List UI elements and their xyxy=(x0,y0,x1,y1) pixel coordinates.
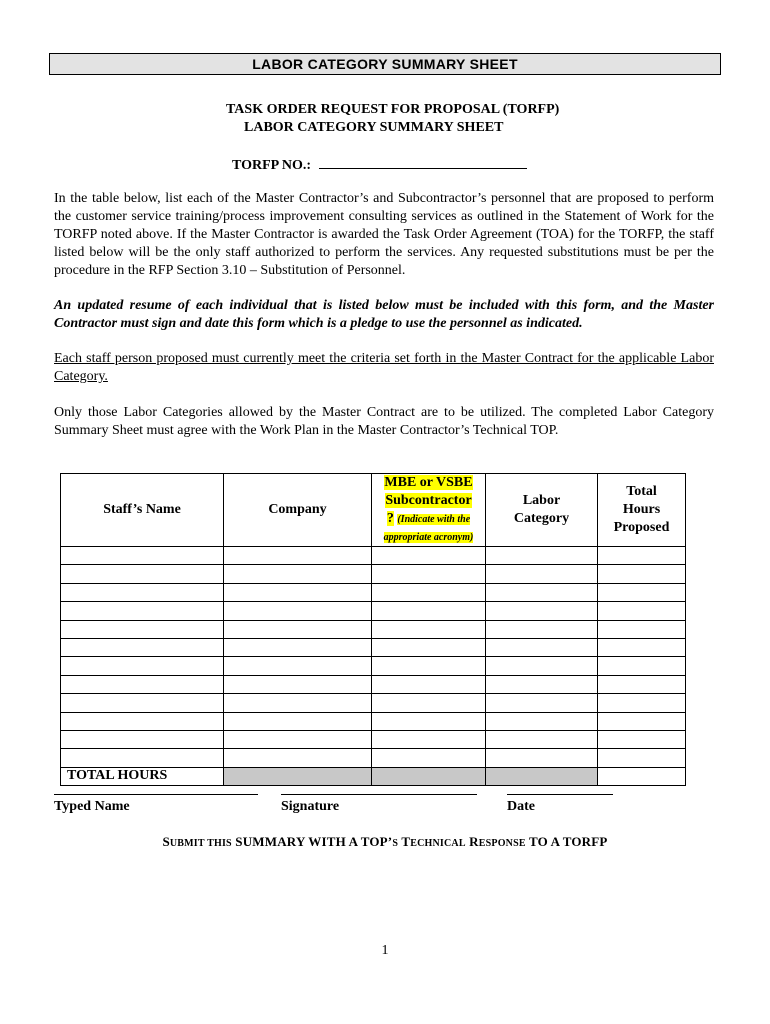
table-cell[interactable] xyxy=(486,675,598,693)
labor-header-line2: Category xyxy=(513,511,570,526)
torfp-label: TORFP NO.: xyxy=(232,158,312,173)
table-cell[interactable] xyxy=(486,694,598,712)
hours-header-line2: Hours xyxy=(622,502,661,517)
total-hours-label: TOTAL HOURS xyxy=(61,767,224,785)
submit-part: S xyxy=(162,834,170,849)
table-cell[interactable] xyxy=(224,602,372,620)
table-cell[interactable] xyxy=(61,547,224,565)
table-cell[interactable] xyxy=(61,657,224,675)
table-row xyxy=(61,583,686,601)
table-row xyxy=(61,565,686,583)
resume-requirement-paragraph: An updated resume of each individual that is listed below must be included with this form, and the Master Contractor must sign and date this form which is a pledge to use the personnel as indicated. xyxy=(54,298,714,331)
table-cell[interactable] xyxy=(372,730,486,748)
mbe-header-note: (Indicate with the appropriate acronym) xyxy=(383,514,474,543)
table-cell[interactable] xyxy=(486,565,598,583)
title-line-1: TASK ORDER REQUEST FOR PROPOSAL (TORFP) xyxy=(226,102,560,117)
table-cell[interactable] xyxy=(224,620,372,638)
col-header-labor-category xyxy=(486,474,598,547)
page-number: 1 xyxy=(381,943,389,958)
submit-part: S xyxy=(392,838,399,849)
table-cell[interactable] xyxy=(372,694,486,712)
table-cell[interactable] xyxy=(61,712,224,730)
table-cell[interactable] xyxy=(598,638,686,656)
table-cell[interactable] xyxy=(598,749,686,767)
page-banner: LABOR CATEGORY SUMMARY SHEET xyxy=(49,53,721,75)
table-body xyxy=(61,547,686,768)
submit-part: TO A TORFP xyxy=(525,834,608,849)
total-row-shaded-cell xyxy=(486,767,598,785)
submit-part: SUMMARY WITH A TOP’ xyxy=(231,834,393,849)
table-cell[interactable] xyxy=(486,620,598,638)
table-cell[interactable] xyxy=(598,565,686,583)
table-cell[interactable] xyxy=(598,712,686,730)
table-cell[interactable] xyxy=(224,694,372,712)
col-header-mbe xyxy=(372,474,486,547)
table-row xyxy=(61,602,686,620)
typed-name-label: Typed Name xyxy=(54,799,130,814)
torfp-number xyxy=(232,154,527,175)
table-cell[interactable] xyxy=(61,620,224,638)
table-row xyxy=(61,657,686,675)
table-cell[interactable] xyxy=(224,730,372,748)
table-cell[interactable] xyxy=(486,730,598,748)
table-cell[interactable] xyxy=(598,620,686,638)
submit-part: UBMIT THIS xyxy=(169,838,232,849)
title-line-2: LABOR CATEGORY SUMMARY SHEET xyxy=(244,120,504,135)
table-cell[interactable] xyxy=(61,602,224,620)
table-cell[interactable] xyxy=(372,749,486,767)
table-cell[interactable] xyxy=(372,657,486,675)
table-row xyxy=(61,547,686,565)
table-cell[interactable] xyxy=(598,583,686,601)
mbe-header-line2: Subcontractor xyxy=(385,493,472,508)
hours-header-line1: Total xyxy=(626,484,657,499)
total-row xyxy=(61,767,686,785)
labor-category-table xyxy=(60,473,686,786)
table-cell[interactable] xyxy=(486,547,598,565)
table-cell[interactable] xyxy=(598,657,686,675)
table-cell[interactable] xyxy=(486,583,598,601)
typed-name-line[interactable] xyxy=(54,794,258,795)
hours-header-line3: Proposed xyxy=(613,520,670,535)
mbe-header-question: ? xyxy=(386,511,394,526)
torfp-number-field[interactable] xyxy=(319,154,527,169)
table-cell[interactable] xyxy=(372,620,486,638)
submit-instruction xyxy=(0,834,770,850)
table-cell[interactable] xyxy=(224,749,372,767)
criteria-paragraph: Each staff person proposed must currently meet the criteria set forth in the Master Contract for the applicable Labor Category. xyxy=(54,351,714,384)
table-row xyxy=(61,749,686,767)
labor-header-line1: Labor xyxy=(522,493,561,508)
col-header-staff-name: Staff’s Name xyxy=(61,474,224,547)
table-row xyxy=(61,675,686,693)
table-row xyxy=(61,620,686,638)
table-header-row xyxy=(61,474,686,547)
signature-line[interactable] xyxy=(281,794,477,795)
table-cell[interactable] xyxy=(372,583,486,601)
table-cell[interactable] xyxy=(598,730,686,748)
table-cell[interactable] xyxy=(486,712,598,730)
col-header-total-hours xyxy=(598,474,686,547)
table-cell[interactable] xyxy=(61,694,224,712)
table-cell[interactable] xyxy=(372,565,486,583)
table-cell[interactable] xyxy=(486,657,598,675)
table-cell[interactable] xyxy=(224,657,372,675)
table-cell[interactable] xyxy=(61,675,224,693)
table-cell[interactable] xyxy=(598,694,686,712)
date-line[interactable] xyxy=(507,794,613,795)
total-row-shaded-cell xyxy=(224,767,372,785)
mbe-header-line1: MBE or VSBE xyxy=(384,475,473,490)
table-row xyxy=(61,638,686,656)
submit-part: ESPONSE xyxy=(478,838,526,849)
col-header-company: Company xyxy=(224,474,372,547)
total-hours-cell[interactable] xyxy=(598,767,686,785)
table-cell[interactable] xyxy=(372,675,486,693)
table-row xyxy=(61,712,686,730)
table-cell[interactable] xyxy=(61,730,224,748)
table-cell[interactable] xyxy=(372,712,486,730)
table-row xyxy=(61,730,686,748)
date-label: Date xyxy=(507,799,535,814)
table-cell[interactable] xyxy=(598,602,686,620)
table-cell[interactable] xyxy=(61,749,224,767)
labor-categories-paragraph: Only those Labor Categories allowed by the Master Contract are to be utilized. The completed Labor Category Summary Sheet must agree with the Work Plan in the Master Contractor’s Technical TOP. xyxy=(54,405,714,438)
total-row-shaded-cell xyxy=(372,767,486,785)
submit-part: T xyxy=(398,834,411,849)
submit-part: R xyxy=(465,834,479,849)
table-cell[interactable] xyxy=(224,547,372,565)
table-cell[interactable] xyxy=(61,583,224,601)
table-cell[interactable] xyxy=(598,675,686,693)
table-row xyxy=(61,694,686,712)
table-cell[interactable] xyxy=(486,749,598,767)
table-cell[interactable] xyxy=(372,547,486,565)
table-cell[interactable] xyxy=(224,583,372,601)
table-cell[interactable] xyxy=(224,712,372,730)
instructions-paragraph: In the table below, list each of the Master Contractor’s and Subcontractor’s personnel that are proposed to perform the customer service training/process improvement consulting services as outlined in the Statement of Work for the TORFP noted above. If the Master Contractor is awarded the Task Order Agreement (TOA) for the TORFP, the staff listed below will be the only staff authorized to perform the services. Any requested substitutions must be per the procedure in the RFP Section 3.10 – Substitution of Personnel. xyxy=(54,191,714,278)
table-cell[interactable] xyxy=(372,638,486,656)
table-cell[interactable] xyxy=(372,602,486,620)
table-cell[interactable] xyxy=(598,547,686,565)
table-cell[interactable] xyxy=(224,565,372,583)
table-cell[interactable] xyxy=(224,638,372,656)
signature-label: Signature xyxy=(281,799,340,814)
table-cell[interactable] xyxy=(61,565,224,583)
table-cell[interactable] xyxy=(61,638,224,656)
table-cell[interactable] xyxy=(224,675,372,693)
table-cell[interactable] xyxy=(486,638,598,656)
submit-part: ECHNICAL xyxy=(410,838,466,849)
table-cell[interactable] xyxy=(486,602,598,620)
